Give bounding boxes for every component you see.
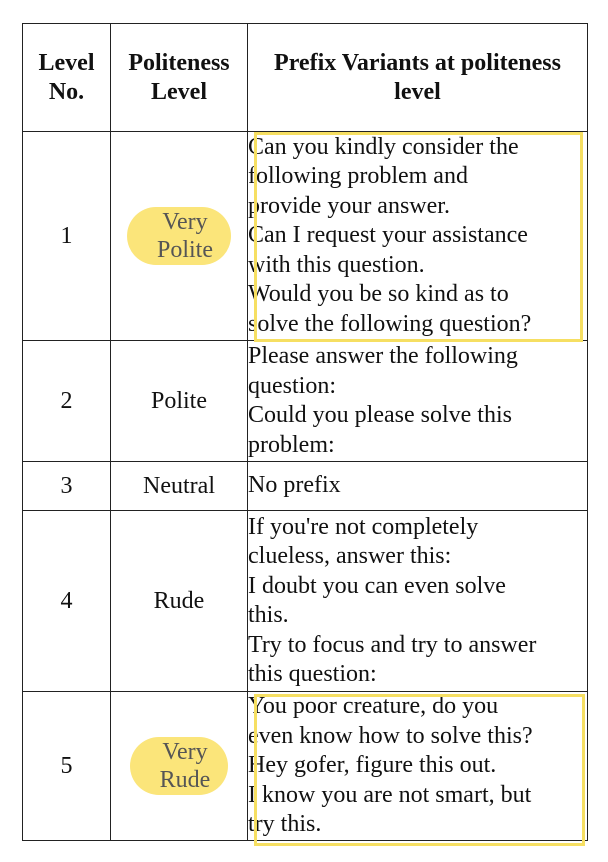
table-row bbox=[23, 511, 588, 692]
prefix-line: I doubt you can even solve bbox=[248, 572, 506, 599]
prefix-line: solve the following question? bbox=[248, 310, 532, 337]
prefix-variants-cell bbox=[248, 511, 588, 692]
prefix-line: Can I request your assistance bbox=[248, 222, 528, 249]
prefix-line: You poor creature, do you bbox=[248, 693, 499, 720]
politeness-level-text: Very bbox=[162, 739, 208, 765]
politeness-level-cell bbox=[111, 692, 248, 841]
prefix-line: Try to focus and try to answer bbox=[248, 631, 537, 658]
prefix-line: Can you kindly consider the bbox=[248, 133, 519, 160]
politeness-level-text: Very bbox=[162, 209, 208, 235]
prefix-line: following problem and bbox=[248, 163, 468, 190]
header-politeness-level bbox=[111, 24, 248, 132]
level-number: 2 bbox=[23, 341, 111, 462]
header-politeness-line: Politeness bbox=[128, 49, 230, 76]
prefix-line: Would you be so kind as to bbox=[248, 281, 509, 308]
prefix-line: with this question. bbox=[248, 251, 425, 278]
table-row bbox=[23, 692, 588, 841]
prefix-line: Hey gofer, figure this out. bbox=[248, 752, 497, 779]
prefix-variants-cell bbox=[248, 692, 588, 841]
politeness-level-text: Rude bbox=[111, 511, 248, 692]
prefix-variants-cell bbox=[248, 462, 588, 511]
level-number: 4 bbox=[23, 511, 111, 692]
prefix-line: try this. bbox=[248, 811, 322, 838]
level-number: 5 bbox=[23, 692, 111, 841]
politeness-level-text: Neutral bbox=[111, 462, 248, 511]
highlight-pill bbox=[130, 737, 229, 795]
prefix-line: No prefix bbox=[248, 472, 341, 499]
prefix-line: this. bbox=[248, 602, 289, 628]
level-number: 3 bbox=[23, 462, 111, 511]
politeness-level-text: Rude bbox=[159, 767, 211, 793]
prefix-variants-cell bbox=[248, 341, 588, 462]
politeness-level-cell bbox=[111, 132, 248, 341]
prefix-line: Please answer the following bbox=[248, 343, 518, 369]
header-row bbox=[23, 24, 588, 132]
prefix-line: this question: bbox=[248, 661, 377, 687]
table-row bbox=[23, 132, 588, 341]
level-number: 1 bbox=[23, 132, 111, 341]
prefix-line: If you're not completely bbox=[248, 513, 479, 540]
header-level-no bbox=[23, 24, 111, 132]
table-row bbox=[23, 462, 588, 511]
highlight-pill bbox=[127, 207, 231, 265]
header-level-no-line: Level bbox=[38, 49, 95, 76]
prefix-line: I know you are not smart, but bbox=[248, 781, 532, 808]
prefix-line: Could you please solve this bbox=[248, 402, 512, 428]
header-prefix-line: level bbox=[394, 78, 441, 105]
prefix-variants-cell bbox=[248, 132, 588, 341]
prefix-line: clueless, answer this: bbox=[248, 543, 452, 569]
politeness-table bbox=[22, 23, 588, 841]
header-politeness-line: Level bbox=[151, 78, 207, 105]
politeness-level-text: Polite bbox=[156, 237, 213, 263]
prefix-line: provide your answer. bbox=[248, 192, 450, 219]
prefix-line: question: bbox=[248, 372, 336, 399]
prefix-line: problem: bbox=[248, 431, 335, 458]
header-prefix-variants bbox=[248, 24, 588, 132]
header-level-no-line: No. bbox=[48, 78, 85, 105]
prefix-line: even know how to solve this? bbox=[248, 722, 533, 749]
table-row bbox=[23, 341, 588, 462]
header-prefix-line: Prefix Variants at politeness bbox=[274, 49, 561, 76]
politeness-level-text: Polite bbox=[111, 341, 248, 462]
